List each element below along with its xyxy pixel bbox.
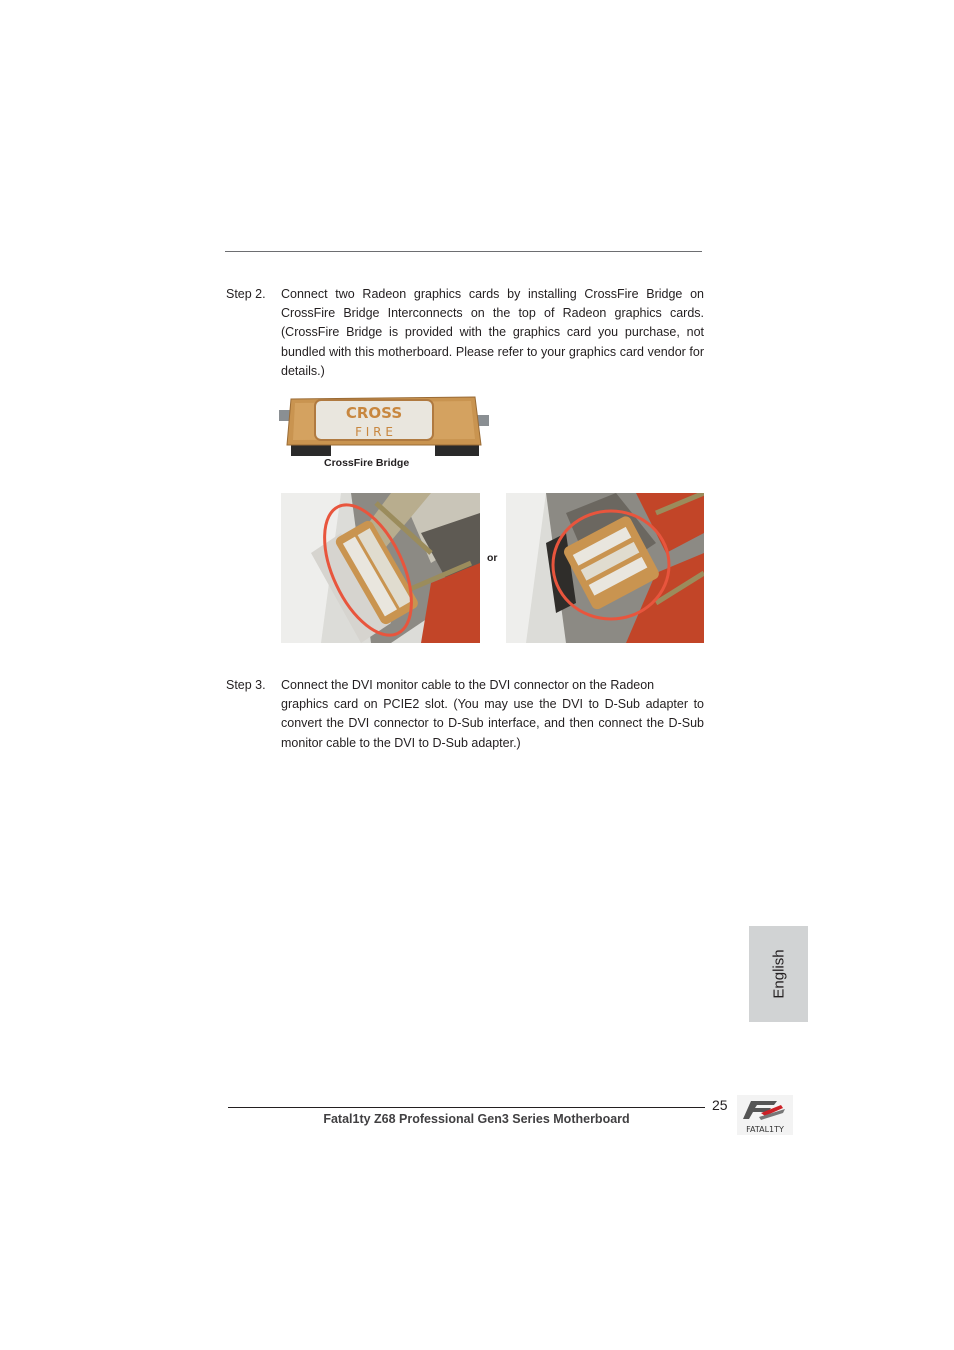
logo-text: FATAL1TY [746,1125,784,1134]
step-3-text [281,676,704,753]
language-tab [749,926,808,1022]
page-number: 25 [712,1097,728,1113]
language-tab-label: English [770,949,787,999]
install-photo-right [506,493,704,643]
header-divider [225,251,702,252]
step-3-text-rest: graphics card on PCIE2 slot. (You may use the DVI to D-Sub adapter to convert the DVI connector to D-Sub interface, and then connect the D-Sub monitor cable to the DVI to D-Sub adapter.) [281,697,704,750]
bridge-label-fire: F I R E [355,425,393,439]
footer-divider [228,1107,705,1108]
step-3-text-line1: Connect the DVI monitor cable to the DVI connector on the Radeon [281,678,655,692]
step-3-number: Step 3. [226,678,266,692]
or-label: or [487,552,498,564]
step-2 [226,285,704,381]
step-2-number: Step 2. [226,287,266,301]
step-3 [226,676,704,753]
bridge-label-cross: CROSS [345,404,403,422]
footer-title: Fatal1ty Z68 Professional Gen3 Series Motherboard [323,1112,630,1126]
step-2-text: Connect two Radeon graphics cards by installing CrossFire Bridge on CrossFire Bridge Interconnects on the top of Radeon graphics cards. (CrossFire Bridge is provided with the graphics card you purchase, not bundled with this motherboard. Please refer to your graphics card vendor for details.) [281,287,704,378]
fatal1ty-logo [737,1095,793,1135]
install-photo-left [281,493,480,643]
crossfire-bridge-image [279,393,489,456]
bridge-caption: CrossFire Bridge [324,457,410,469]
